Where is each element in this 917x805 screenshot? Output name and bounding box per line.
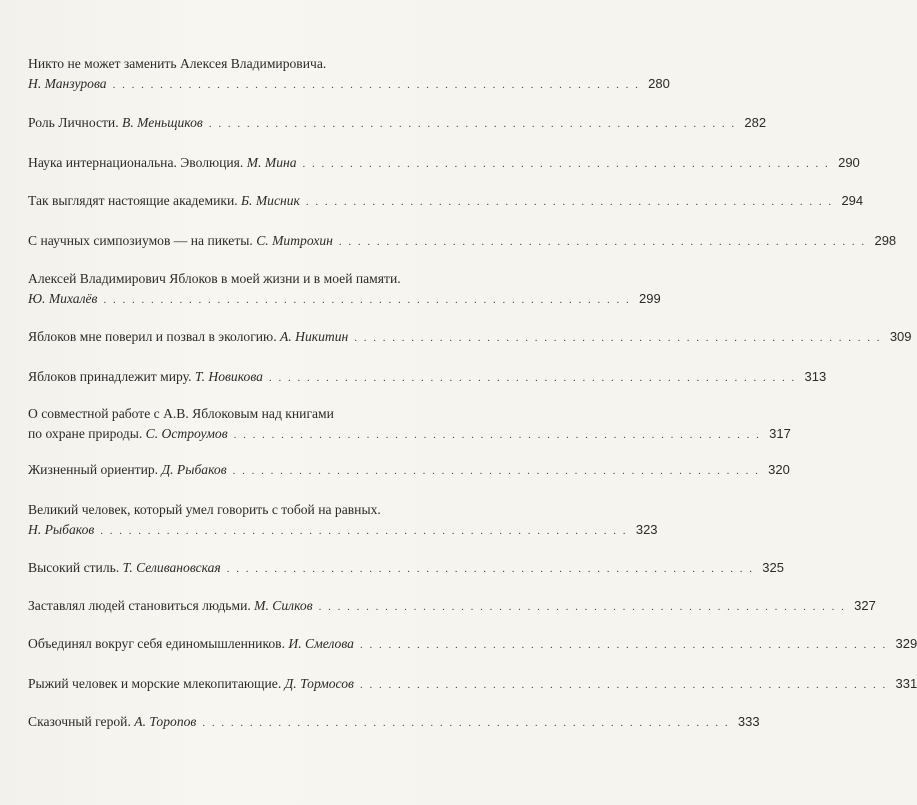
page-number: 313: [804, 369, 827, 384]
page-number: 329: [895, 636, 917, 651]
entry-title: С научных симпозиумов — на пикеты.: [28, 233, 253, 248]
toc-entry: [28, 674, 917, 695]
dot-leader: . . . . . . . . . . . . . . . . . . . . . . . . . . . . . . . . . . . . . . . . . . . . . . . . . . . . . . . .: [354, 332, 882, 344]
entry-author: Б. Мисник: [241, 193, 300, 208]
page-number: 325: [762, 560, 784, 575]
toc-entry: [28, 634, 917, 655]
toc-entry: [28, 500, 658, 541]
entry-author: Т. Селивановская: [122, 560, 221, 575]
toc-entry: [28, 191, 864, 212]
toc-entry: [28, 596, 876, 617]
dot-leader: . . . . . . . . . . . . . . . . . . . . . . . . . . . . . . . . . . . . . . . . . . . . . . . . . . . . . . . .: [359, 639, 888, 651]
page-number: 280: [648, 76, 670, 91]
toc-entry: [28, 231, 897, 252]
toc-entry: [28, 367, 827, 388]
dot-leader: . . . . . . . . . . . . . . . . . . . . . . . . . . . . . . . . . . . . . . . . . . . . . . . . . . . . . . . .: [100, 525, 628, 537]
entry-author: М. Силков: [254, 598, 313, 613]
entry-author: И. Смелова: [288, 636, 354, 651]
dot-leader: . . . . . . . . . . . . . . . . . . . . . . . . . . . . . . . . . . . . . . . . . . . . . . . . . . . . . . . .: [233, 429, 761, 441]
toc-entry: [28, 558, 784, 579]
page-number: 299: [639, 291, 661, 306]
entry-author: А. Торопов: [134, 714, 197, 729]
toc-entry: [28, 54, 670, 95]
toc-entry: [28, 269, 661, 310]
toc-entry: [28, 153, 860, 174]
dot-leader: . . . . . . . . . . . . . . . . . . . . . . . . . . . . . . . . . . . . . . . . . . . . . . . . . . . . . . . .: [268, 372, 797, 384]
dot-leader: . . . . . . . . . . . . . . . . . . . . . . . . . . . . . . . . . . . . . . . . . . . . . . . . . . . . . . . .: [305, 196, 834, 208]
entry-title: Яблоков принадлежит миру.: [28, 369, 192, 384]
page-number: 333: [737, 714, 760, 729]
toc-entry: [28, 327, 912, 348]
page-number: 298: [874, 233, 897, 248]
page-number: 309: [889, 329, 912, 344]
entry-title: Никто не может заменить Алексея Владимировича.: [28, 56, 327, 71]
dot-leader: . . . . . . . . . . . . . . . . . . . . . . . . . . . . . . . . . . . . . . . . . . . . . . . . . . . . . . . .: [226, 563, 754, 575]
entry-author: С. Остроумов: [145, 426, 228, 441]
entry-author: М. Мина: [246, 155, 297, 170]
entry-title: Жизненный ориентир.: [28, 462, 159, 477]
page-number: 320: [768, 462, 790, 477]
page-number: 327: [854, 598, 876, 613]
page-number: 290: [838, 155, 860, 170]
entry-author: Д. Рыбаков: [161, 462, 227, 477]
entry-title: Объединял вокруг себя единомышленников.: [28, 636, 285, 651]
entry-title: О совместной работе с А.В. Яблоковым над книгами: [28, 406, 334, 421]
entry-title: Сказочный герой.: [28, 714, 131, 729]
toc-entry: [28, 113, 767, 134]
dot-leader: . . . . . . . . . . . . . . . . . . . . . . . . . . . . . . . . . . . . . . . . . . . . . . . . . . . . . . . .: [103, 294, 631, 306]
dot-leader: . . . . . . . . . . . . . . . . . . . . . . . . . . . . . . . . . . . . . . . . . . . . . . . . . . . . . . . .: [202, 717, 730, 729]
entry-author: С. Митрохин: [256, 233, 333, 248]
toc-entry: [28, 460, 790, 481]
entry-title: Алексей Владимирович Яблоков в моей жизни и в моей памяти.: [28, 271, 401, 286]
page-number: 282: [744, 115, 767, 130]
entry-title: Так выглядят настоящие академики.: [28, 193, 238, 208]
entry-title: Рыжий человек и морские млекопитающие.: [28, 676, 282, 691]
entry-author: А. Никитин: [280, 329, 349, 344]
page-number: 323: [635, 522, 658, 537]
dot-leader: . . . . . . . . . . . . . . . . . . . . . . . . . . . . . . . . . . . . . . . . . . . . . . . . . . . . . . . .: [318, 601, 846, 613]
toc-entry: [28, 712, 760, 733]
page-number: 294: [841, 193, 864, 208]
entry-author: Н. Манзурова: [28, 76, 107, 91]
entry-title: Великий человек, который умел говорить с тобой на равных.: [28, 502, 381, 517]
entry-title: Яблоков мне поверил и позвал в экологию.: [28, 329, 277, 344]
page-number: 317: [769, 426, 791, 441]
entry-title: Заставлял людей становиться людьми.: [28, 598, 251, 613]
entry-author: В. Меньщиков: [122, 115, 203, 130]
dot-leader: . . . . . . . . . . . . . . . . . . . . . . . . . . . . . . . . . . . . . . . . . . . . . . . . . . . . . . . .: [112, 79, 640, 91]
entry-title: по охране природы.: [28, 426, 143, 441]
entry-author: Д. Тормосов: [284, 676, 354, 691]
entry-author: Н. Рыбаков: [28, 522, 95, 537]
dot-leader: . . . . . . . . . . . . . . . . . . . . . . . . . . . . . . . . . . . . . . . . . . . . . . . . . . . . . . . .: [338, 236, 867, 248]
entry-title: Наука интернациональна. Эволюция.: [28, 155, 244, 170]
entry-title: Роль Личности.: [28, 115, 119, 130]
dot-leader: . . . . . . . . . . . . . . . . . . . . . . . . . . . . . . . . . . . . . . . . . . . . . . . . . . . . . . . .: [232, 465, 760, 477]
toc-entry: [28, 404, 791, 445]
page-number: 331: [895, 676, 917, 691]
dot-leader: . . . . . . . . . . . . . . . . . . . . . . . . . . . . . . . . . . . . . . . . . . . . . . . . . . . . . . . .: [302, 158, 830, 170]
dot-leader: . . . . . . . . . . . . . . . . . . . . . . . . . . . . . . . . . . . . . . . . . . . . . . . . . . . . . . . .: [208, 118, 737, 130]
dot-leader: . . . . . . . . . . . . . . . . . . . . . . . . . . . . . . . . . . . . . . . . . . . . . . . . . . . . . . . .: [359, 679, 888, 691]
entry-author: Ю. Михалёв: [28, 291, 98, 306]
entry-title: Высокий стиль.: [28, 560, 120, 575]
entry-author: Т. Новикова: [194, 369, 263, 384]
